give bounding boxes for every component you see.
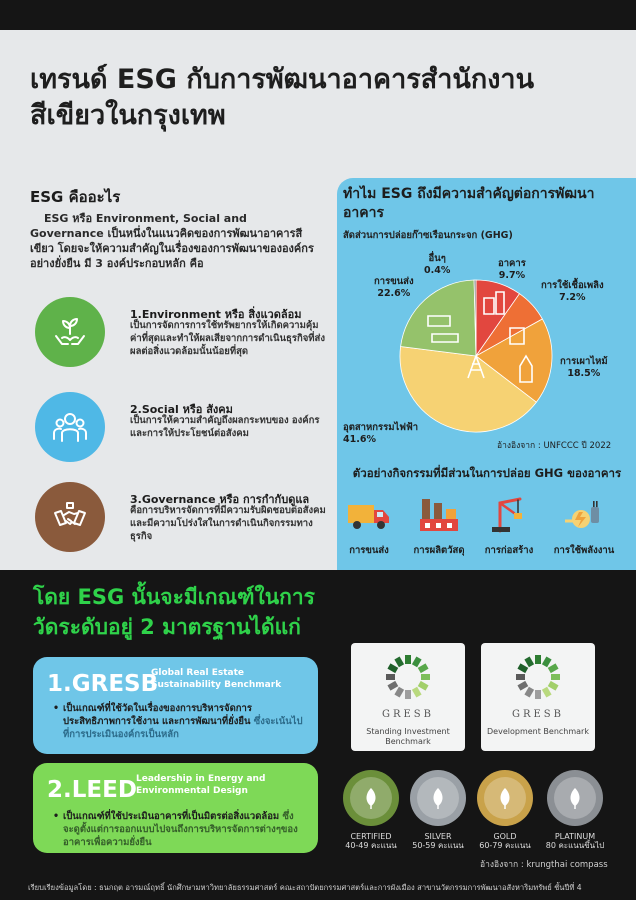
pie-label-electricity: [343, 422, 418, 446]
leed-bullet-main: เป็นเกณฑ์ที่ใช้ประเมินอาคารที่เป็นมิตรต่อสิ่งแวดล้อม: [63, 811, 280, 822]
leed-seal-icon: [477, 770, 533, 826]
plant-hands-icon: [35, 297, 105, 367]
leed-certified-badge: [336, 770, 406, 851]
chart-source: อ้างอิงจาก : UNFCCC ปี 2022: [497, 441, 612, 451]
page-title: [30, 62, 610, 134]
standards-heading-line-2: วัดระดับอยู่ 2 มาตรฐานได้แก่: [33, 615, 301, 639]
leed-full-name: Leadership in Energy and Environmental Design: [136, 774, 266, 796]
handshake-icon: [35, 482, 105, 552]
pie-label-name: อุตสาหกรรมไฟฟ้า: [343, 422, 419, 433]
leed-seal-icon: [547, 770, 603, 826]
pillar-description: เป็นการจัดการการใช้ทรัพยากรให้เกิดความคุ้มค่าที่สุดและทำให้ผลเสียจากการดำเนินธุรกิจที่ส่งผลต่อสิ่งแวดล้อมนั้นน้อยที่สุด: [130, 320, 325, 357]
top-bar: [0, 0, 636, 30]
footer-credit: เรียบเรียงข้อมูลโดย : ธนกฤต อารมณ์ฤทธิ์ นักศึกษามหาวิทยาลัยธรรมศาสตร์ คณะสถาปัตยกรรมศาสตร์และการผังเมือง สาขานวัตกรรมการพัฒนาอสังหาริมทรัพย์ ชั้นปีที่ 4: [28, 883, 582, 892]
leed-points: 80 คะแนนขึ้นไป: [545, 841, 605, 850]
gresb-bullet: [63, 702, 303, 741]
gresb-full-name: Global Real Estate Sustainability Benchmark: [151, 668, 282, 690]
standards-heading: [33, 582, 373, 642]
leed-level: PLATINUM: [554, 832, 596, 841]
pie-label-name: อาคาร: [498, 258, 526, 269]
pie-label-name: การขนส่ง: [374, 276, 414, 287]
title-line-1: เทรนด์ ESG กับการพัฒนาอาคารสำนักงาน: [30, 64, 535, 95]
esg-heading: ESG คืออะไร: [30, 188, 121, 206]
pie-label-value: 9.7%: [498, 270, 526, 281]
pie-label-value: 22.6%: [377, 288, 411, 299]
pillar-title: 1.Environment หรือ สิ่งแวดล้อม: [130, 308, 302, 321]
leed-silver-badge: [403, 770, 473, 851]
pie-label-value: 41.6%: [343, 434, 376, 445]
activity-label: การขนส่ง: [349, 545, 389, 556]
pillar-title: 2.Social หรือ สังคม: [130, 403, 233, 416]
title-line-2: สีเขียวในกรุงเทพ: [30, 100, 226, 131]
pie-label-value: 7.2%: [559, 292, 586, 303]
chart-title: สัดส่วนการปล่อยก๊าซเรือนกระจก (GHG): [343, 230, 513, 241]
crane-icon: [486, 495, 532, 535]
leed-level: SILVER: [424, 832, 452, 841]
gresb-standing-badge: [351, 643, 465, 751]
pillar-environment: [35, 297, 325, 367]
energy-plug-icon: [561, 495, 607, 535]
gresb-bullet-main: เป็นเกณฑ์ที่ใช้วัดในเรื่องของการบริหารจัดการประสิทธิภาพการใช้งาน และการพัฒนาที่ยั่งยืน: [63, 703, 252, 727]
activity-materials: [403, 495, 475, 558]
leed-bullet: [63, 810, 303, 849]
esg-description: ESG หรือ Environment, Social and Governance เป็นหนึ่งในแนวคิดของการพัฒนาอาคารสีเขียว โดยจะให้ความสำคัญในเรื่องของการพัฒนาขององค์กรอย่างยั่งยืน มี 3 องค์ประกอบหลัก คือ: [30, 212, 314, 270]
pillar-description: เป็นการให้ความสำคัญถึงผลกระทบของ องค์กรและการให้ประโยชน์ต่อสังคม: [130, 415, 320, 439]
activity-label: การผลิตวัสดุ: [413, 545, 465, 556]
leed-points: 60-79 คะแนน: [479, 841, 531, 850]
pie-label-value: 18.5%: [567, 368, 601, 379]
pie-label-fuel: [541, 280, 604, 304]
pie-label-building: [498, 258, 526, 282]
leed-bullet-sub: ซึ่งจะดูตั้งแต่การออกแบบไปจนถึงการบริหารจัดการต่างๆของอาคารเพื่อความยั่งยืน: [63, 811, 298, 848]
pie-label-transport: [374, 276, 414, 300]
activities-title: ตัวอย่างกิจกรรมที่มีส่วนในการปล่อย GHG ของอาคาร: [352, 466, 622, 480]
leed-gold-badge: [470, 770, 540, 851]
pillar-title: 3.Governance หรือ การกำกับดูแล: [130, 493, 310, 506]
gresb-logo-icon: [382, 651, 434, 703]
pillar-governance: [35, 482, 325, 552]
gresb-development-badge: [481, 643, 595, 751]
people-icon: [35, 392, 105, 462]
standards-source: อ้างอิงจาก : krungthai compass: [480, 860, 608, 870]
gresb-wordmark: GRESB: [511, 709, 565, 720]
pillar-description: คือการบริหารจัดการที่มีความรับผิดชอบต่อสังคม และมีความโปร่งใสในการดำเนินกิจกรรมทางธุรกิจ: [130, 505, 326, 542]
leed-level: CERTIFIED: [350, 832, 392, 841]
pie-label-name: การเผาไหม้: [560, 356, 608, 367]
leed-seal-icon: [410, 770, 466, 826]
pie-label-name: การใช้เชื้อเพลิง: [541, 280, 604, 291]
truck-icon: [346, 495, 392, 535]
gresb-wordmark: GRESB: [381, 709, 435, 720]
pie-label-name: อื่นๆ: [428, 253, 446, 264]
leed-points: 50-59 คะแนน: [412, 841, 464, 850]
leed-platinum-badge: [540, 770, 610, 851]
activity-label: การใช้พลังงาน: [553, 545, 615, 556]
pie-label-combustion: [560, 356, 608, 380]
standards-heading-line-1: โดย ESG นั้นจะมีเกณฑ์ในการ: [33, 585, 315, 609]
gresb-card: [33, 657, 318, 754]
gresb-name: 1.GRESB: [47, 671, 159, 697]
factory-icon: [416, 495, 462, 535]
gresb-logo-icon: [512, 651, 564, 703]
gresb-bullet-sub: ซึ่งจะเน้นไปที่การประเมินองค์กรเป็นหลัก: [63, 716, 303, 740]
leed-name: 2.LEED: [47, 777, 137, 803]
pillar-social: [35, 392, 325, 462]
leed-level: GOLD: [493, 832, 517, 841]
activity-energy: [548, 495, 620, 558]
leed-points: 40-49 คะแนน: [345, 841, 397, 850]
why-esg-title: ทำไม ESG ถึงมีความสำคัญต่อการพัฒนาอาคาร: [343, 186, 595, 221]
pie-label-value: 0.4%: [424, 265, 451, 276]
gresb-badge-label: Development Benchmark: [487, 727, 589, 736]
leed-card: [33, 763, 318, 853]
activity-construction: [473, 495, 545, 558]
gresb-badge-label: Standing Investment Benchmark: [366, 727, 450, 746]
activity-transport: [333, 495, 405, 558]
ghg-pie-chart: [398, 278, 554, 434]
activity-label: การก่อสร้าง: [484, 545, 534, 556]
leed-seal-icon: [343, 770, 399, 826]
pie-label-others: [424, 253, 450, 277]
